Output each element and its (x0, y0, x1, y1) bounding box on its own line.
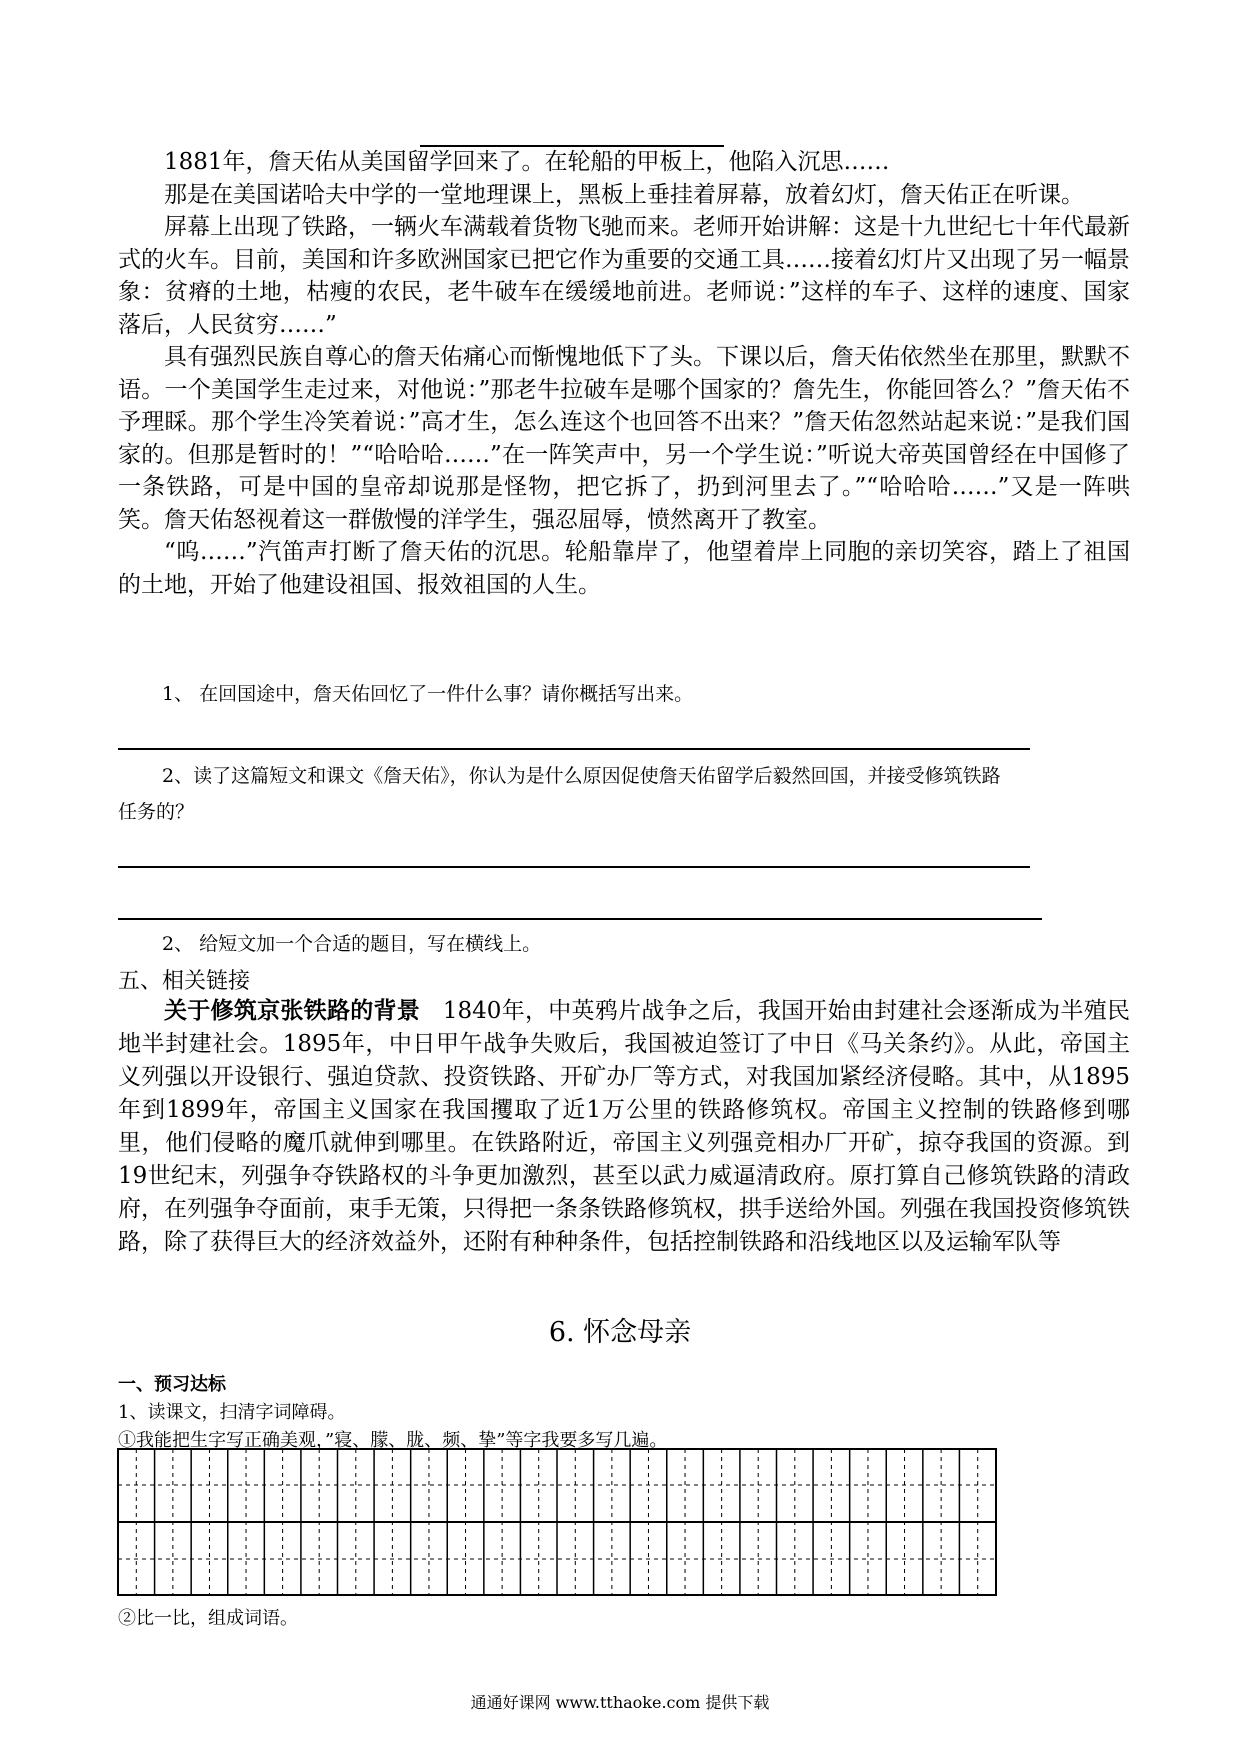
answer-line (118, 866, 1030, 868)
background-paragraph (118, 995, 1130, 1259)
question-3: 2、 给短文加一个合适的题目，写在横线上。 (162, 933, 542, 955)
reading-passage (118, 146, 1130, 601)
preview-item-1a: ①我能把生字写正确美观，”寝、朦、胧、频、挚”等字我要多写几遍。 (118, 1430, 668, 1451)
writing-grid-svg (117, 1448, 997, 1598)
passage-paragraph: 屏幕上出现了铁路，一辆火车满载着货物飞驰而来。老师开始讲解：这是十九世纪七十年代最新式的火车。目前，美国和许多欧洲国家已把它作为重要的交通工具……接着幻灯片又出现了另一幅景象：贫瘠的土地，枯瘦的农民，老牛破车在缓缓地前进。老师说：”这样的车子、这样的速度、国家落后，人民贫穷……” (118, 214, 1130, 338)
passage-paragraph: “呜……”汽笛声打断了詹天佑的沉思。轮船靠岸了，他望着岸上同胞的亲切笑容，踏上了祖国的土地，开始了他建设祖国、报效祖国的人生。 (118, 539, 1130, 598)
answer-line (118, 918, 1042, 920)
background-title: 关于修筑京张铁路的背景 (164, 998, 421, 1024)
section-heading: 五、相关链接 (118, 969, 251, 994)
character-writing-grid[interactable] (117, 1448, 997, 1602)
question-1: 1、 在回国途中，詹天佑回忆了一件什么事？请你概括写出来。 (162, 683, 694, 705)
question-2-line-1: 2、读了这篇短文和课文《詹天佑》，你认为是什么原因促使詹天佑留学后毅然回国，并接受修筑铁路 (162, 765, 1001, 787)
preview-heading: 一、预习达标 (118, 1374, 226, 1395)
preview-item-1: 1、读课文，扫清字词障碍。 (118, 1402, 346, 1423)
lesson-title: 6. 怀念母亲 (548, 1317, 692, 1348)
answer-line (118, 748, 1030, 750)
passage-paragraph: 那是在美国诺哈夫中学的一堂地理课上，黑板上垂挂着屏幕，放着幻灯，詹天佑正在听课。 (164, 181, 1084, 208)
background-body: 1840年，中英鸦片战争之后，我国开始由封建社会逐渐成为半殖民地半封建社会。1895年，中日甲午战争失败后，我国被迫签订了中日《马关条约》。从此，帝国主义列强以开设银行、强迫贷款、投资铁路、开矿办厂等方式，对我国加紧经济侵略。其中，从1895年到1899年，帝国主义国家在我国攫取了近1万公里的铁路修筑权。帝国主义控制的铁路修到哪里，他们侵略的魔爪就伸到哪里。在铁路附近，帝国主义列强竞相办厂开矿，掠夺我国的资源。到19世纪末，列强争夺铁路权的斗争更加激烈，甚至以武力威逼清政府。原打算自己修筑铁路的清政府，在列强争夺面前，束手无策，只得把一条条铁路修筑权，拱手送给外国。列强在我国投资修筑铁路，除了获得巨大的经济效益外，还附有种种条件，包括控制铁路和沿线地区以及运输军队等 (118, 998, 1130, 1255)
page-footer: 通通好课网 www.tthaoke.com 提供下载 (470, 1693, 770, 1712)
question-2-line-2: 任务的？ (118, 801, 195, 823)
passage-paragraph: 具有强烈民族自尊心的詹天佑痛心而惭愧地低下了头。下课以后，詹天佑依然坐在那里，默默不语。一个美国学生走过来，对他说：”那老牛拉破车是哪个国家的？詹先生，你能回答么？”詹天佑不予理睬。那个学生冷笑着说：”高才生，怎么连这个也回答不出来？”詹天佑忽然站起来说：”是我们国家的。但那是暂时的！”“哈哈哈……”在一阵笑声中，另一个学生说：”听说大帝英国曾经在中国修了一条铁路，可是中国的皇帝却说那是怪物，把它拆了，扔到河里去了。”“哈哈哈……”又是一阵哄笑。詹天佑怒视着这一群傲慢的洋学生，强忍屈辱，愤然离开了教室。 (118, 344, 1130, 533)
passage-paragraph: 1881年，詹天佑从美国留学回来了。在轮船的甲板上，他陷入沉思…… (164, 149, 890, 175)
preview-item-1b: ②比一比，组成词语。 (118, 1608, 298, 1629)
